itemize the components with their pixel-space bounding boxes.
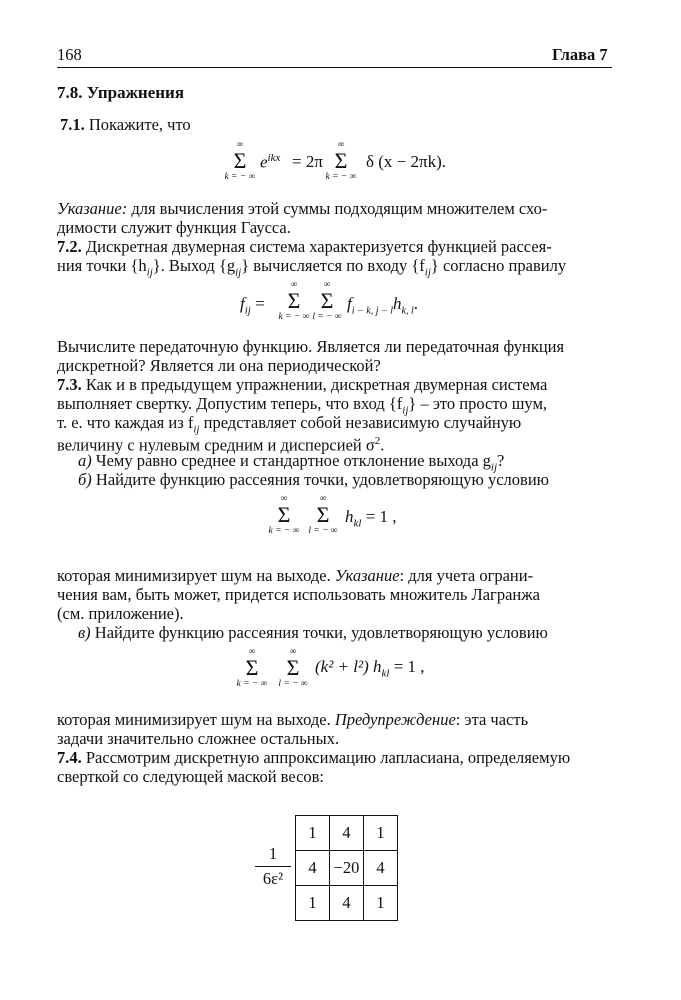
formula-lhs (240, 294, 265, 316)
sum-lower-limit: k = − ∞ (268, 526, 300, 536)
mask-cell: −20 (330, 851, 364, 886)
mask-row (296, 816, 398, 851)
exercise-7-1 (60, 115, 615, 134)
equals-sign: = (255, 294, 265, 313)
mask-cell: 4 (364, 851, 398, 886)
text-segment: : эта часть (455, 710, 529, 729)
sum-upper-limit: ∞ (323, 280, 331, 290)
sum-upper-limit: ∞ (236, 140, 244, 150)
fraction-denominator: 6ε² (262, 869, 284, 888)
sigma-symbol: Σ (286, 655, 300, 680)
exercise-text: Как и в предыдущем упражнении, дискретная двумерная система (81, 375, 548, 394)
text-segment: т. е. что каждая из f (57, 413, 194, 432)
sum-lower-limit: k = − ∞ (224, 172, 256, 182)
text-segment: . (380, 435, 385, 455)
exercise-7-3-after-c-2: задачи значительно сложнее остальных. (57, 729, 340, 748)
sum-lower-limit: k = − ∞ (236, 679, 268, 689)
fraction-bar (255, 866, 291, 867)
text-segment: ния точки {h (57, 256, 147, 275)
mask-cell: 1 (296, 886, 330, 921)
page-number: 168 (57, 45, 82, 64)
condition-formula (345, 507, 397, 529)
subscript: ij (424, 266, 431, 279)
exercise-7-4-line-2: сверткой со следующей маской весов: (57, 767, 325, 786)
part-text: Найдите функцию рассеяния точки, удовлетворяющую условию (90, 623, 548, 642)
subscript: ij (244, 304, 251, 317)
sum-operator (276, 647, 310, 689)
sum-upper-limit: ∞ (280, 494, 288, 504)
exercise-7-2-line-1 (57, 237, 612, 256)
sum-lower-limit: k = − ∞ (278, 312, 310, 322)
sum-operator (264, 494, 304, 536)
sigma-symbol: Σ (277, 502, 291, 527)
exercise-7-4-line-1 (57, 748, 612, 767)
warning-label: Предупреждение (334, 710, 456, 729)
superscript: 2 (374, 435, 381, 447)
mask-row (296, 886, 398, 921)
fn-symbol: f (347, 294, 352, 313)
subscript: ij (402, 404, 409, 417)
text-segment: представляет собой независимую случайную (199, 413, 522, 432)
formula-equals: = 2π (292, 152, 323, 171)
subscript: ij (193, 423, 200, 436)
subscript: kl (353, 517, 362, 530)
part-label: б) (78, 470, 92, 489)
sigma-symbol: Σ (316, 502, 330, 527)
formula-right-term: δ (x − 2πk). (366, 152, 447, 171)
fn-symbol: h (345, 507, 354, 526)
fn-expression: (k² + l²) h (315, 657, 382, 676)
header-rule (57, 67, 612, 68)
exp-base: e (260, 152, 268, 172)
hint-label: Указание (334, 566, 400, 585)
part-label: а) (78, 451, 92, 470)
mask-cell: 1 (364, 886, 398, 921)
exercise-7-3-after-b-3: (см. приложение). (57, 604, 184, 623)
sum-lower-limit: l = − ∞ (278, 679, 308, 689)
part-text: Чему равно среднее и стандартное отклонение выхода g (91, 451, 491, 470)
sigma-symbol: Σ (245, 655, 259, 680)
sigma-symbol: Σ (233, 148, 247, 173)
mask-cell: 4 (330, 816, 364, 851)
sum-operator (222, 140, 258, 182)
sum-lower-limit: l = − ∞ (312, 312, 342, 322)
text-segment: выполняет свертку. Допустим теперь, что вход {f (57, 394, 403, 413)
subscript: ij (235, 266, 242, 279)
period: . (413, 294, 418, 313)
sum-upper-limit: ∞ (289, 647, 297, 657)
mask-cell: 1 (296, 816, 330, 851)
text-segment: величину с нулевым средним и дисперсией σ (57, 435, 375, 455)
part-text: Найдите функцию рассеяния точки, удовлетворяющую условию (91, 470, 549, 489)
fn-symbol: h (393, 294, 402, 313)
sigma-symbol: Σ (320, 288, 334, 313)
mask-cell: 4 (330, 886, 364, 921)
sum-upper-limit: ∞ (290, 280, 298, 290)
text-segment: которая минимизирует шум на выходе. (57, 710, 335, 729)
sum-lower-limit: l = − ∞ (308, 526, 338, 536)
sigma-symbol: Σ (287, 288, 301, 313)
hint-text: для вычисления этой суммы подходящим множителем схо- (127, 199, 548, 218)
sigma-symbol: Σ (334, 148, 348, 173)
fraction-numerator: 1 (268, 844, 278, 863)
sum-operator (306, 494, 340, 536)
subscript: ij (146, 266, 153, 279)
chapter-label: Глава 7 (552, 45, 608, 64)
exercise-7-2-line-4: дискретной? Является ли она периодической? (57, 356, 381, 375)
exercise-label: 7.2. (57, 237, 82, 256)
subscript: ij (490, 461, 498, 474)
sum-operator (276, 280, 312, 322)
subscript: i − k, j − l (351, 305, 394, 317)
text-segment: } – это просто шум, (408, 394, 548, 413)
fn-symbol: f (240, 294, 245, 313)
part-label: в) (78, 623, 91, 642)
text-segment: } согласно правилу (430, 256, 567, 275)
exercise-text: Рассмотрим дискретную аппроксимацию лапласиана, определяемую (81, 748, 571, 767)
hint-label: Указание: (57, 199, 128, 218)
mask-scale-fraction (255, 844, 291, 889)
sum-upper-limit: ∞ (248, 647, 256, 657)
sum-operator (323, 140, 359, 182)
exercise-7-3-part-b (78, 470, 633, 489)
exercise-text: Покажите, что (88, 115, 191, 134)
condition-formula (315, 657, 425, 679)
equals-rhs: = 1 , (365, 507, 397, 526)
sum-operator (232, 647, 272, 689)
exercise-label: 7.4. (57, 748, 82, 767)
hint-line-1 (57, 199, 612, 218)
subscript: kl (381, 667, 390, 680)
text-segment: }. Выход {g (152, 256, 236, 275)
sum-upper-limit: ∞ (319, 494, 327, 504)
sum-lower-limit: k = − ∞ (325, 172, 357, 182)
exercise-label: 7.3. (57, 375, 82, 394)
text-segment: ? (497, 451, 505, 470)
mask-cell: 1 (364, 816, 398, 851)
exercise-7-3-after-b-1 (57, 566, 612, 585)
hint-line-2: димости служит функция Гаусса. (57, 218, 291, 237)
equals-rhs: = 1 , (393, 657, 425, 676)
exercise-7-2-line-2 (57, 256, 612, 282)
exercise-7-3-line-1 (57, 375, 612, 394)
text-segment: которая минимизирует шум на выходе. (57, 566, 335, 585)
formula-left-term (260, 152, 280, 173)
subscript: k, l (401, 305, 414, 317)
mask-row (296, 851, 398, 886)
text-segment: : для учета ограни- (399, 566, 534, 585)
exercise-7-3-after-c-1 (57, 710, 612, 729)
exercise-7-3-part-c (78, 623, 633, 642)
text-segment: } вычисляется по входу {f (241, 256, 425, 275)
mask-cell: 4 (296, 851, 330, 886)
formula-rhs (347, 294, 418, 316)
sum-upper-limit: ∞ (337, 140, 345, 150)
exp-power: ikx (267, 152, 281, 164)
section-title: 7.8. Упражнения (57, 83, 185, 102)
convolution-mask (295, 815, 398, 921)
exercise-label: 7.1. (60, 115, 85, 134)
exercise-7-3-after-b-2: чения вам, быть может, придется использовать множитель Лагранжа (57, 585, 540, 604)
sum-operator (312, 280, 342, 322)
exercise-text: Дискретная двумерная система характеризуется функцией рассея- (81, 237, 552, 256)
exercise-7-2-line-3: Вычислите передаточную функцию. Является ли передаточная функция (57, 337, 565, 356)
